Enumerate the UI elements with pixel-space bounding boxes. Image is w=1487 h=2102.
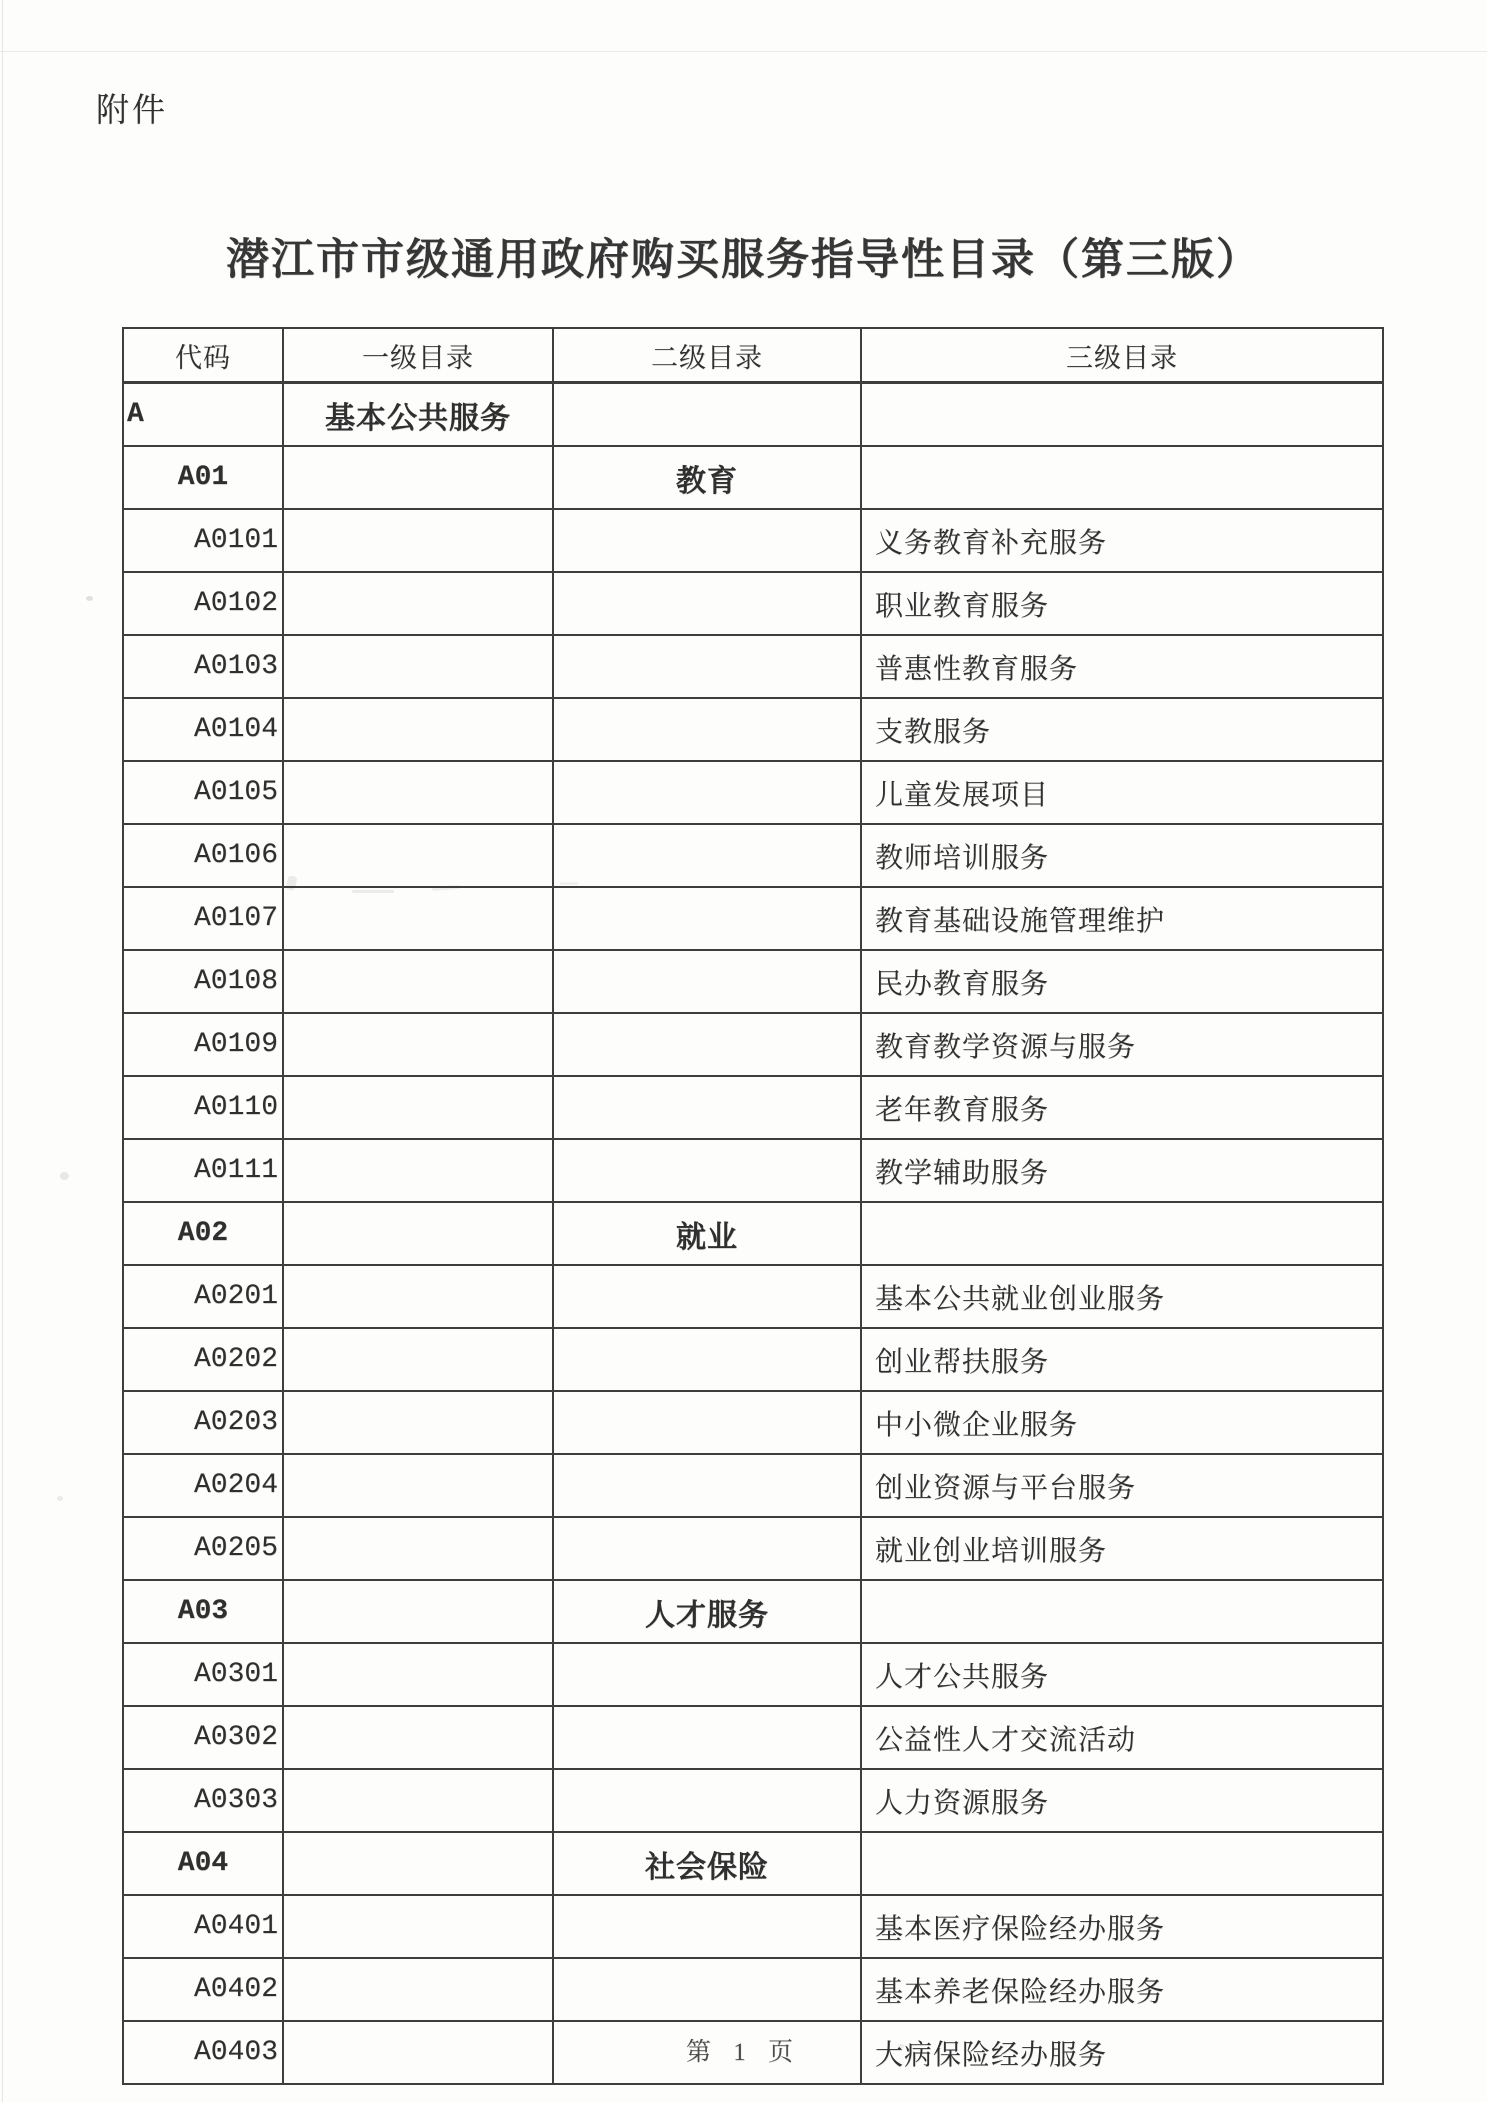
cell-level3: 大病保险经办服务 [861, 2021, 1383, 2084]
table-row [123, 635, 1383, 698]
table-row [123, 446, 1383, 509]
column-header-level3: 三级目录 [861, 328, 1383, 383]
cell-code: A0107 [123, 887, 283, 950]
cell-level1 [283, 1139, 553, 1202]
scan-artifact [86, 596, 93, 601]
catalog-table-body [123, 383, 1383, 2085]
cell-code: A0110 [123, 1076, 283, 1139]
cell-level1 [283, 1013, 553, 1076]
cell-code: A0402 [123, 1958, 283, 2021]
cell-level2 [553, 572, 861, 635]
cell-code: A0203 [123, 1391, 283, 1454]
cell-level2 [553, 509, 861, 572]
cell-level2 [553, 635, 861, 698]
cell-level3: 教育教学资源与服务 [861, 1013, 1383, 1076]
table-row [123, 1013, 1383, 1076]
cell-level3: 老年教育服务 [861, 1076, 1383, 1139]
cell-level1 [283, 1958, 553, 2021]
cell-level2 [553, 1076, 861, 1139]
table-row [123, 1391, 1383, 1454]
cell-level1 [283, 887, 553, 950]
table-row [123, 1643, 1383, 1706]
cell-code: A [123, 383, 283, 447]
cell-level1 [283, 1391, 553, 1454]
cell-code: A0401 [123, 1895, 283, 1958]
cell-code: A0103 [123, 635, 283, 698]
cell-code: A0303 [123, 1769, 283, 1832]
cell-level2 [553, 1391, 861, 1454]
cell-level1 [283, 1517, 553, 1580]
cell-code: A0109 [123, 1013, 283, 1076]
cell-level3: 基本公共就业创业服务 [861, 1265, 1383, 1328]
column-header-code: 代码 [123, 328, 283, 383]
cell-level1 [283, 950, 553, 1013]
table-row [123, 1580, 1383, 1643]
catalog-table [122, 327, 1384, 2085]
cell-level3 [861, 383, 1383, 447]
cell-code: A0111 [123, 1139, 283, 1202]
page-title: 潜江市市级通用政府购买服务指导性目录（第三版） [226, 237, 1261, 284]
table-row [123, 761, 1383, 824]
cell-level2 [553, 1454, 861, 1517]
cell-level1 [283, 1895, 553, 1958]
cell-level3: 创业资源与平台服务 [861, 1454, 1383, 1517]
cell-level3: 人力资源服务 [861, 1769, 1383, 1832]
cell-level3 [861, 1580, 1383, 1643]
cell-level1 [283, 1643, 553, 1706]
cell-level3: 教育基础设施管理维护 [861, 887, 1383, 950]
cell-level3: 儿童发展项目 [861, 761, 1383, 824]
cell-level2: 就业 [553, 1202, 861, 1265]
cell-level2: 社会保险 [553, 1832, 861, 1895]
column-header-level1: 一级目录 [283, 328, 553, 383]
cell-level1: 基本公共服务 [283, 383, 553, 447]
cell-level1 [283, 1076, 553, 1139]
cell-code: A0105 [123, 761, 283, 824]
cell-level2 [553, 950, 861, 1013]
column-header-level2: 二级目录 [553, 328, 861, 383]
cell-level1 [283, 1265, 553, 1328]
cell-level2 [553, 383, 861, 447]
table-header-row [123, 328, 1383, 383]
cell-level1 [283, 1454, 553, 1517]
cell-level1 [283, 1580, 553, 1643]
cell-level2 [553, 824, 861, 887]
cell-level3: 就业创业培训服务 [861, 1517, 1383, 1580]
table-row [123, 1895, 1383, 1958]
table-row [123, 1265, 1383, 1328]
table-row [123, 698, 1383, 761]
table-row [123, 509, 1383, 572]
cell-level1 [283, 1202, 553, 1265]
cell-level3: 公益性人才交流活动 [861, 1706, 1383, 1769]
scan-edge-line [2, 0, 3, 2102]
cell-level1 [283, 1832, 553, 1895]
cell-level1 [283, 635, 553, 698]
cell-level1 [283, 1706, 553, 1769]
scan-artifact [60, 1172, 69, 1180]
table-row [123, 1076, 1383, 1139]
cell-level2 [553, 887, 861, 950]
cell-code: A0101 [123, 509, 283, 572]
cell-level3 [861, 1202, 1383, 1265]
table-row [123, 383, 1383, 447]
table-row [123, 1328, 1383, 1391]
cell-code: A0202 [123, 1328, 283, 1391]
table-row [123, 1958, 1383, 2021]
cell-code: A04 [123, 1832, 283, 1895]
cell-level3: 支教服务 [861, 698, 1383, 761]
cell-level3: 普惠性教育服务 [861, 635, 1383, 698]
cell-code: A02 [123, 1202, 283, 1265]
table-row [123, 1517, 1383, 1580]
table-row [123, 1832, 1383, 1895]
cell-code: A0301 [123, 1643, 283, 1706]
cell-code: A01 [123, 446, 283, 509]
table-row [123, 950, 1383, 1013]
scan-artifact [57, 1496, 63, 1501]
cell-code: A03 [123, 1580, 283, 1643]
scan-edge-line [0, 51, 1487, 52]
cell-level2 [553, 1769, 861, 1832]
cell-level1 [283, 572, 553, 635]
cell-level1 [283, 509, 553, 572]
cell-level2 [553, 1328, 861, 1391]
cell-level2: 教育 [553, 446, 861, 509]
page-number: 第 1 页 [685, 2039, 801, 2066]
cell-level3: 义务教育补充服务 [861, 509, 1383, 572]
table-row [123, 1769, 1383, 1832]
cell-level1 [283, 1328, 553, 1391]
cell-code: A0102 [123, 572, 283, 635]
cell-level2 [553, 1139, 861, 1202]
cell-level2 [553, 1517, 861, 1580]
cell-level3: 民办教育服务 [861, 950, 1383, 1013]
attachment-label: 附件 [96, 93, 168, 129]
cell-level3: 基本医疗保险经办服务 [861, 1895, 1383, 1958]
cell-level2 [553, 1013, 861, 1076]
cell-level2 [553, 761, 861, 824]
cell-level2: 人才服务 [553, 1580, 861, 1643]
cell-level3: 中小微企业服务 [861, 1391, 1383, 1454]
cell-level2 [553, 1958, 861, 2021]
cell-level3: 教师培训服务 [861, 824, 1383, 887]
cell-code: A0104 [123, 698, 283, 761]
cell-code: A0205 [123, 1517, 283, 1580]
cell-level3: 职业教育服务 [861, 572, 1383, 635]
cell-code: A0106 [123, 824, 283, 887]
cell-level3: 基本养老保险经办服务 [861, 1958, 1383, 2021]
cell-level1 [283, 446, 553, 509]
cell-level3 [861, 1832, 1383, 1895]
cell-level3: 教学辅助服务 [861, 1139, 1383, 1202]
cell-level2 [553, 1643, 861, 1706]
cell-code: A0204 [123, 1454, 283, 1517]
cell-level3 [861, 446, 1383, 509]
cell-level2 [553, 698, 861, 761]
cell-level2 [553, 1706, 861, 1769]
table-row [123, 1139, 1383, 1202]
cell-level1 [283, 824, 553, 887]
table-row [123, 572, 1383, 635]
cell-level3: 创业帮扶服务 [861, 1328, 1383, 1391]
table-row [123, 1202, 1383, 1265]
cell-level3: 人才公共服务 [861, 1643, 1383, 1706]
table-row [123, 1706, 1383, 1769]
cell-level1 [283, 1769, 553, 1832]
cell-level2 [553, 1895, 861, 1958]
table-row [123, 887, 1383, 950]
cell-level2 [553, 1265, 861, 1328]
cell-level1 [283, 698, 553, 761]
cell-code: A0201 [123, 1265, 283, 1328]
cell-level1 [283, 761, 553, 824]
table-row [123, 1454, 1383, 1517]
cell-code: A0302 [123, 1706, 283, 1769]
table-row [123, 824, 1383, 887]
cell-code: A0108 [123, 950, 283, 1013]
cell-code: A0403 [123, 2021, 283, 2084]
